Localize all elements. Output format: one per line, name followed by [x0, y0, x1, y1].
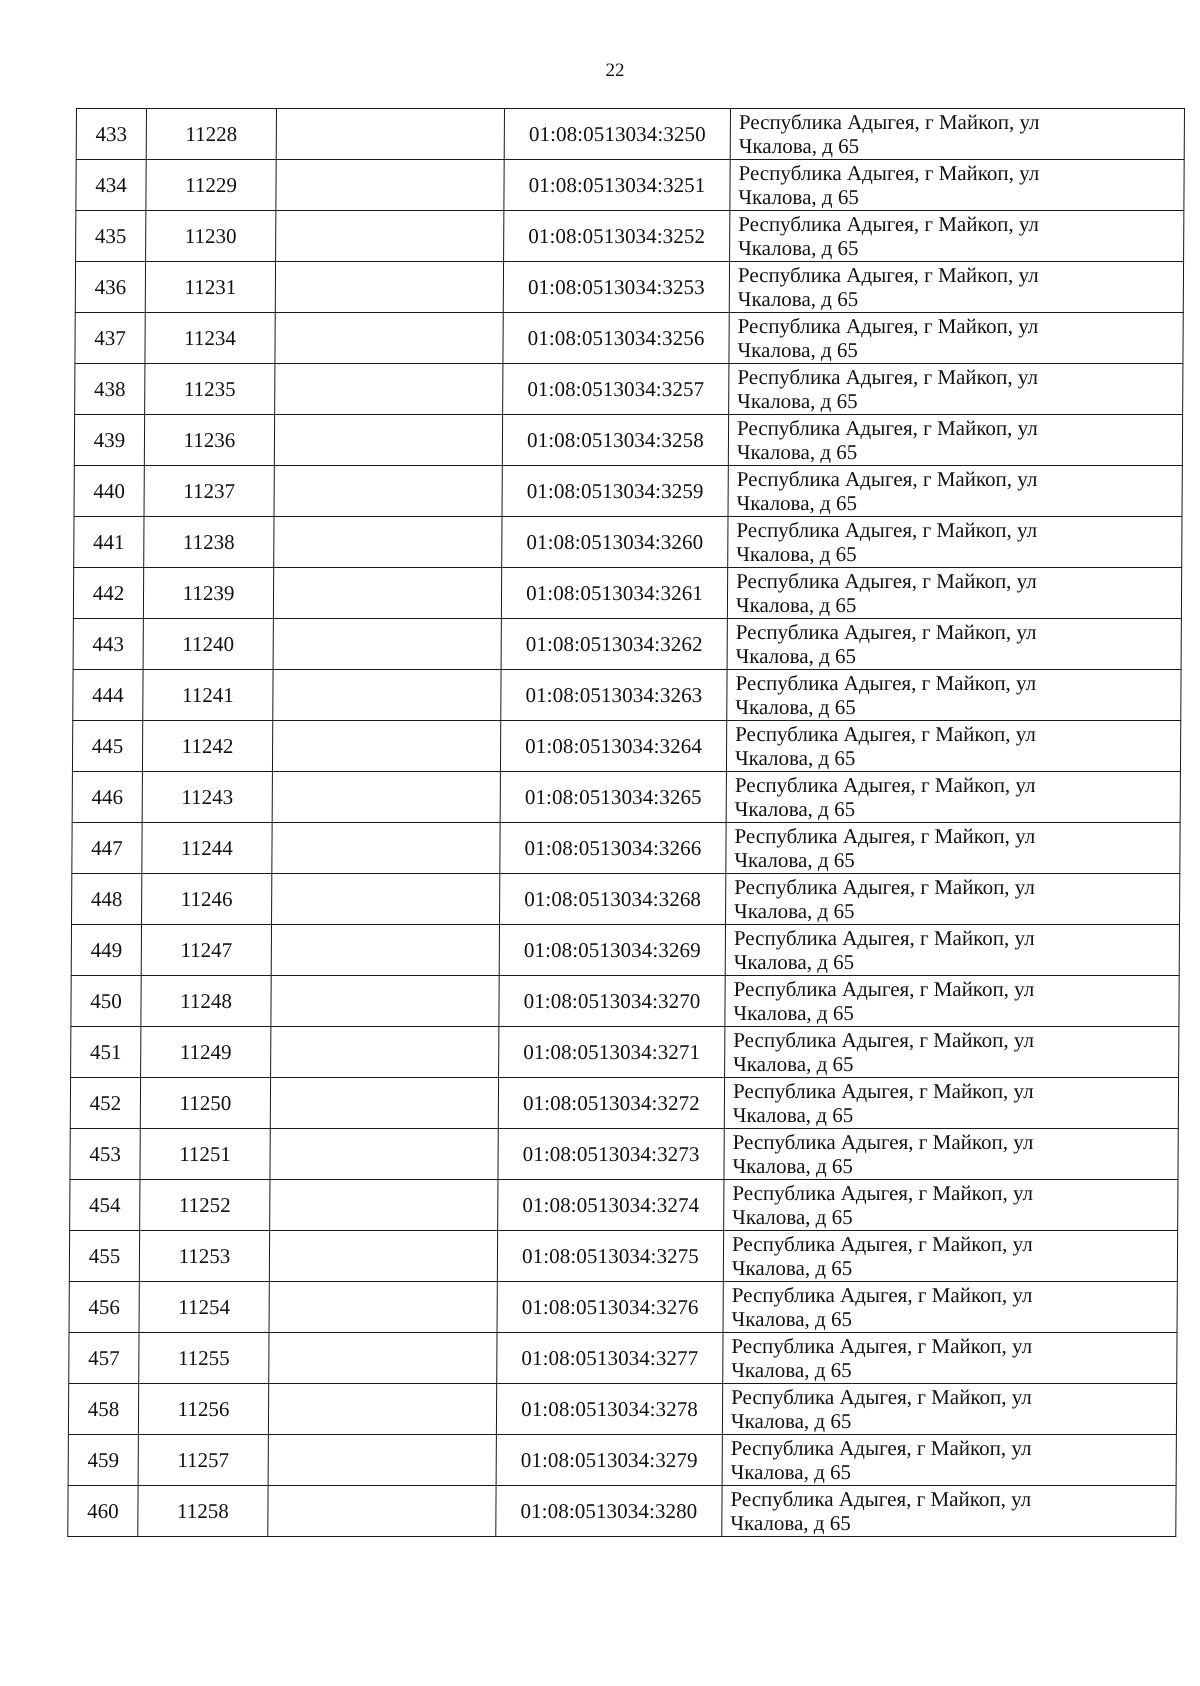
address-line-1: Республика Адыгея, г Майкоп, ул [738, 161, 1040, 185]
row-number-cell: 436 [75, 262, 145, 313]
cadastral-number-cell: 01:08:0513034:3260 [502, 517, 728, 568]
object-id-cell: 11242 [142, 721, 272, 772]
object-name-cell [268, 1384, 496, 1435]
page-number: 22 [605, 60, 625, 81]
cadastral-number-cell: 01:08:0513034:3264 [500, 721, 726, 772]
object-name-cell [272, 874, 500, 925]
table-row [75, 262, 1183, 313]
object-id-cell: 11249 [141, 1027, 271, 1078]
table-row [71, 925, 1179, 976]
object-id-cell: 11248 [141, 976, 271, 1027]
object-name-cell [268, 1486, 496, 1537]
object-id-cell: 11235 [145, 364, 275, 415]
table-body [68, 109, 1185, 1537]
object-name-cell [273, 670, 501, 721]
table-row [69, 1231, 1177, 1282]
address-cell [729, 364, 1183, 415]
address-line-1: Республика Адыгея, г Майкоп, ул [730, 1487, 1032, 1511]
table-row [70, 1180, 1178, 1231]
table-row [68, 1435, 1176, 1486]
row-number-cell: 450 [71, 976, 141, 1027]
table-row [68, 1486, 1176, 1537]
table-row [73, 670, 1181, 721]
object-name-cell [272, 823, 500, 874]
address-line-1: Республика Адыгея, г Майкоп, ул [738, 110, 1040, 134]
row-number-cell: 433 [76, 109, 146, 160]
address-cell [722, 1486, 1176, 1537]
row-number-cell: 438 [75, 364, 145, 415]
address-line-2: Чкалова, д 65 [732, 1103, 854, 1127]
address-line-1: Республика Адыгея, г Майкоп, ул [730, 1436, 1032, 1460]
address-cell [730, 211, 1184, 262]
address-cell [729, 262, 1183, 313]
address-line-2: Чкалова, д 65 [738, 134, 860, 158]
address-cell [723, 1333, 1177, 1384]
address-line-2: Чкалова, д 65 [734, 746, 856, 770]
property-register-table [67, 108, 1185, 1537]
address-line-2: Чкалова, д 65 [733, 1001, 854, 1025]
address-cell [726, 772, 1180, 823]
address-line-1: Республика Адыгея, г Майкоп, ул [733, 926, 1035, 950]
address-line-2: Чкалова, д 65 [730, 1409, 852, 1433]
address-line-2: Чкалова, д 65 [737, 287, 859, 311]
table-row [69, 1333, 1177, 1384]
address-cell [722, 1435, 1176, 1486]
object-id-cell: 11231 [145, 262, 275, 313]
table-row [71, 1027, 1179, 1078]
object-id-cell: 11236 [144, 415, 274, 466]
cadastral-number-cell: 01:08:0513034:3276 [497, 1282, 723, 1333]
address-line-1: Республика Адыгея, г Майкоп, ул [732, 1181, 1034, 1205]
address-line-2: Чкалова, д 65 [735, 593, 857, 617]
cadastral-number-cell: 01:08:0513034:3279 [496, 1435, 722, 1486]
object-name-cell [273, 568, 501, 619]
address-line-2: Чкалова, д 65 [738, 185, 859, 209]
object-name-cell [273, 619, 501, 670]
address-line-1: Республика Адыгея, г Майкоп, ул [734, 824, 1036, 848]
table-row [73, 568, 1181, 619]
row-number-cell: 459 [68, 1435, 138, 1486]
address-line-1: Республика Адыгея, г Майкоп, ул [735, 722, 1036, 746]
cadastral-number-cell: 01:08:0513034:3257 [503, 364, 729, 415]
object-id-cell: 11253 [139, 1231, 269, 1282]
row-number-cell: 449 [71, 925, 141, 976]
object-id-cell: 11254 [139, 1282, 269, 1333]
address-line-2: Чкалова, д 65 [736, 440, 858, 464]
table-row [76, 211, 1184, 262]
cadastral-number-cell: 01:08:0513034:3259 [502, 466, 728, 517]
address-cell [730, 160, 1184, 211]
address-line-2: Чкалова, д 65 [735, 644, 857, 668]
object-id-cell: 11237 [144, 466, 274, 517]
cadastral-number-cell: 01:08:0513034:3263 [501, 670, 727, 721]
address-cell [728, 415, 1182, 466]
address-cell [722, 1384, 1176, 1435]
address-line-1: Республика Адыгея, г Майкоп, ул [731, 1385, 1032, 1409]
row-number-cell: 460 [68, 1486, 138, 1537]
cadastral-number-cell: 01:08:0513034:3274 [498, 1180, 724, 1231]
row-number-cell: 452 [70, 1078, 140, 1129]
cadastral-number-cell: 01:08:0513034:3272 [498, 1078, 724, 1129]
table-row [68, 1384, 1176, 1435]
object-id-cell: 11238 [144, 517, 274, 568]
object-name-cell [270, 1129, 498, 1180]
address-line-1: Республика Адыгея, г Майкоп, ул [737, 263, 1039, 287]
address-line-2: Чкалова, д 65 [731, 1358, 852, 1382]
address-line-2: Чкалова, д 65 [731, 1307, 853, 1331]
table-row [71, 976, 1179, 1027]
cadastral-number-cell: 01:08:0513034:3261 [501, 568, 727, 619]
address-line-1: Республика Адыгея, г Майкоп, ул [737, 314, 1039, 338]
object-id-cell: 11228 [146, 109, 276, 160]
address-line-2: Чкалова, д 65 [732, 1205, 853, 1229]
row-number-cell: 443 [73, 619, 143, 670]
object-id-cell: 11256 [138, 1384, 268, 1435]
table-row [72, 874, 1180, 925]
table-row [74, 415, 1182, 466]
row-number-cell: 454 [70, 1180, 140, 1231]
address-line-1: Республика Адыгея, г Майкоп, ул [735, 671, 1037, 695]
object-id-cell: 11241 [143, 670, 273, 721]
address-line-1: Республика Адыгея, г Майкоп, ул [736, 569, 1037, 593]
address-line-1: Республика Адыгея, г Майкоп, ул [734, 773, 1036, 797]
address-cell [725, 976, 1179, 1027]
address-line-2: Чкалова, д 65 [735, 695, 856, 719]
object-id-cell: 11234 [145, 313, 275, 364]
address-line-2: Чкалова, д 65 [737, 338, 859, 362]
object-id-cell: 11247 [141, 925, 271, 976]
address-cell [728, 466, 1182, 517]
row-number-cell: 434 [76, 160, 146, 211]
address-cell [724, 1078, 1178, 1129]
object-name-cell [271, 976, 499, 1027]
table-row [73, 619, 1181, 670]
table-row [75, 364, 1183, 415]
object-id-cell: 11230 [146, 211, 276, 262]
object-id-cell: 11258 [138, 1486, 268, 1537]
address-cell [725, 925, 1179, 976]
cadastral-number-cell: 01:08:0513034:3253 [503, 262, 729, 313]
address-line-1: Республика Адыгея, г Майкоп, ул [731, 1334, 1033, 1358]
cadastral-number-cell: 01:08:0513034:3250 [504, 109, 730, 160]
row-number-cell: 448 [72, 874, 142, 925]
cadastral-number-cell: 01:08:0513034:3265 [500, 772, 726, 823]
row-number-cell: 441 [74, 517, 144, 568]
address-line-1: Республика Адыгея, г Майкоп, ул [733, 977, 1035, 1001]
address-line-2: Чкалова, д 65 [731, 1256, 853, 1280]
row-number-cell: 442 [73, 568, 143, 619]
table-row [70, 1129, 1178, 1180]
address-line-2: Чкалова, д 65 [734, 848, 855, 872]
address-cell [726, 721, 1180, 772]
object-id-cell: 11246 [142, 874, 272, 925]
cadastral-number-cell: 01:08:0513034:3256 [503, 313, 729, 364]
address-cell [726, 823, 1180, 874]
row-number-cell: 457 [69, 1333, 139, 1384]
object-name-cell [269, 1231, 497, 1282]
address-line-1: Республика Адыгея, г Майкоп, ул [731, 1232, 1033, 1256]
address-line-1: Республика Адыгея, г Майкоп, ул [733, 1028, 1035, 1052]
object-id-cell: 11244 [142, 823, 272, 874]
address-line-2: Чкалова, д 65 [732, 1154, 854, 1178]
object-name-cell [276, 160, 504, 211]
address-line-1: Республика Адыгея, г Майкоп, ул [732, 1079, 1034, 1103]
row-number-cell: 451 [71, 1027, 141, 1078]
table-row [69, 1282, 1177, 1333]
address-line-1: Республика Адыгея, г Майкоп, ул [732, 1130, 1034, 1154]
row-number-cell: 456 [69, 1282, 139, 1333]
address-line-1: Республика Адыгея, г Майкоп, ул [738, 212, 1040, 236]
table-row [70, 1078, 1178, 1129]
address-line-2: Чкалова, д 65 [730, 1460, 852, 1484]
address-line-2: Чкалова, д 65 [730, 1511, 851, 1535]
cadastral-number-cell: 01:08:0513034:3270 [499, 976, 725, 1027]
address-line-2: Чкалова, д 65 [738, 236, 859, 260]
object-name-cell [268, 1435, 496, 1486]
cadastral-number-cell: 01:08:0513034:3251 [504, 160, 730, 211]
object-name-cell [274, 517, 502, 568]
address-cell [727, 670, 1181, 721]
address-cell [725, 1027, 1179, 1078]
row-number-cell: 445 [72, 721, 142, 772]
address-cell [726, 874, 1180, 925]
object-id-cell: 11257 [138, 1435, 268, 1486]
table-row [72, 721, 1180, 772]
cadastral-number-cell: 01:08:0513034:3271 [499, 1027, 725, 1078]
object-id-cell: 11251 [140, 1129, 270, 1180]
address-line-1: Республика Адыгея, г Майкоп, ул [735, 620, 1037, 644]
object-name-cell [270, 1078, 498, 1129]
cadastral-number-cell: 01:08:0513034:3262 [501, 619, 727, 670]
table-row [76, 160, 1184, 211]
object-name-cell [272, 721, 500, 772]
address-cell [729, 313, 1183, 364]
address-line-2: Чкалова, д 65 [733, 1052, 854, 1076]
cadastral-number-cell: 01:08:0513034:3280 [496, 1486, 722, 1537]
object-name-cell [269, 1282, 497, 1333]
address-line-1: Республика Адыгея, г Майкоп, ул [734, 875, 1035, 899]
address-cell [730, 109, 1184, 160]
object-name-cell [274, 466, 502, 517]
row-number-cell: 437 [75, 313, 145, 364]
cadastral-number-cell: 01:08:0513034:3275 [497, 1231, 723, 1282]
object-name-cell [271, 925, 499, 976]
object-name-cell [275, 262, 503, 313]
table-row [74, 466, 1182, 517]
object-id-cell: 11240 [143, 619, 273, 670]
row-number-cell: 440 [74, 466, 144, 517]
object-name-cell [272, 772, 500, 823]
cadastral-number-cell: 01:08:0513034:3278 [496, 1384, 722, 1435]
object-name-cell [276, 109, 504, 160]
cadastral-number-cell: 01:08:0513034:3273 [498, 1129, 724, 1180]
table-row [72, 823, 1180, 874]
object-name-cell [275, 313, 503, 364]
row-number-cell: 444 [73, 670, 143, 721]
address-line-2: Чкалова, д 65 [733, 950, 855, 974]
address-cell [724, 1129, 1178, 1180]
cadastral-number-cell: 01:08:0513034:3268 [500, 874, 726, 925]
table-row [72, 772, 1180, 823]
cadastral-number-cell: 01:08:0513034:3277 [497, 1333, 723, 1384]
row-number-cell: 435 [76, 211, 146, 262]
row-number-cell: 439 [74, 415, 144, 466]
object-name-cell [275, 364, 503, 415]
address-line-1: Республика Адыгея, г Майкоп, ул [736, 467, 1038, 491]
row-number-cell: 453 [70, 1129, 140, 1180]
cadastral-number-cell: 01:08:0513034:3269 [499, 925, 725, 976]
address-line-1: Республика Адыгея, г Майкоп, ул [736, 416, 1038, 440]
object-id-cell: 11239 [143, 568, 273, 619]
address-cell [723, 1231, 1177, 1282]
cadastral-number-cell: 01:08:0513034:3252 [504, 211, 730, 262]
object-id-cell: 11229 [146, 160, 276, 211]
row-number-cell: 455 [69, 1231, 139, 1282]
object-name-cell [270, 1180, 498, 1231]
address-cell [727, 568, 1181, 619]
address-cell [728, 517, 1182, 568]
address-line-1: Республика Адыгея, г Майкоп, ул [731, 1283, 1033, 1307]
address-cell [727, 619, 1181, 670]
address-cell [724, 1180, 1178, 1231]
table-row [74, 517, 1182, 568]
object-id-cell: 11250 [140, 1078, 270, 1129]
row-number-cell: 447 [72, 823, 142, 874]
address-line-2: Чкалова, д 65 [736, 542, 857, 566]
address-line-2: Чкалова, д 65 [736, 491, 858, 515]
address-line-2: Чкалова, д 65 [737, 389, 858, 413]
cadastral-number-cell: 01:08:0513034:3266 [500, 823, 726, 874]
object-id-cell: 11243 [142, 772, 272, 823]
address-line-2: Чкалова, д 65 [734, 797, 856, 821]
object-name-cell [276, 211, 504, 262]
address-line-1: Республика Адыгея, г Майкоп, ул [736, 518, 1038, 542]
row-number-cell: 446 [72, 772, 142, 823]
object-name-cell [271, 1027, 499, 1078]
address-line-2: Чкалова, д 65 [734, 899, 855, 923]
address-cell [723, 1282, 1177, 1333]
table-row [76, 109, 1184, 160]
object-id-cell: 11255 [139, 1333, 269, 1384]
object-id-cell: 11252 [140, 1180, 270, 1231]
cadastral-number-cell: 01:08:0513034:3258 [502, 415, 728, 466]
object-name-cell [269, 1333, 497, 1384]
address-line-1: Республика Адыгея, г Майкоп, ул [737, 365, 1039, 389]
object-name-cell [274, 415, 502, 466]
row-number-cell: 458 [68, 1384, 138, 1435]
table-row [75, 313, 1183, 364]
